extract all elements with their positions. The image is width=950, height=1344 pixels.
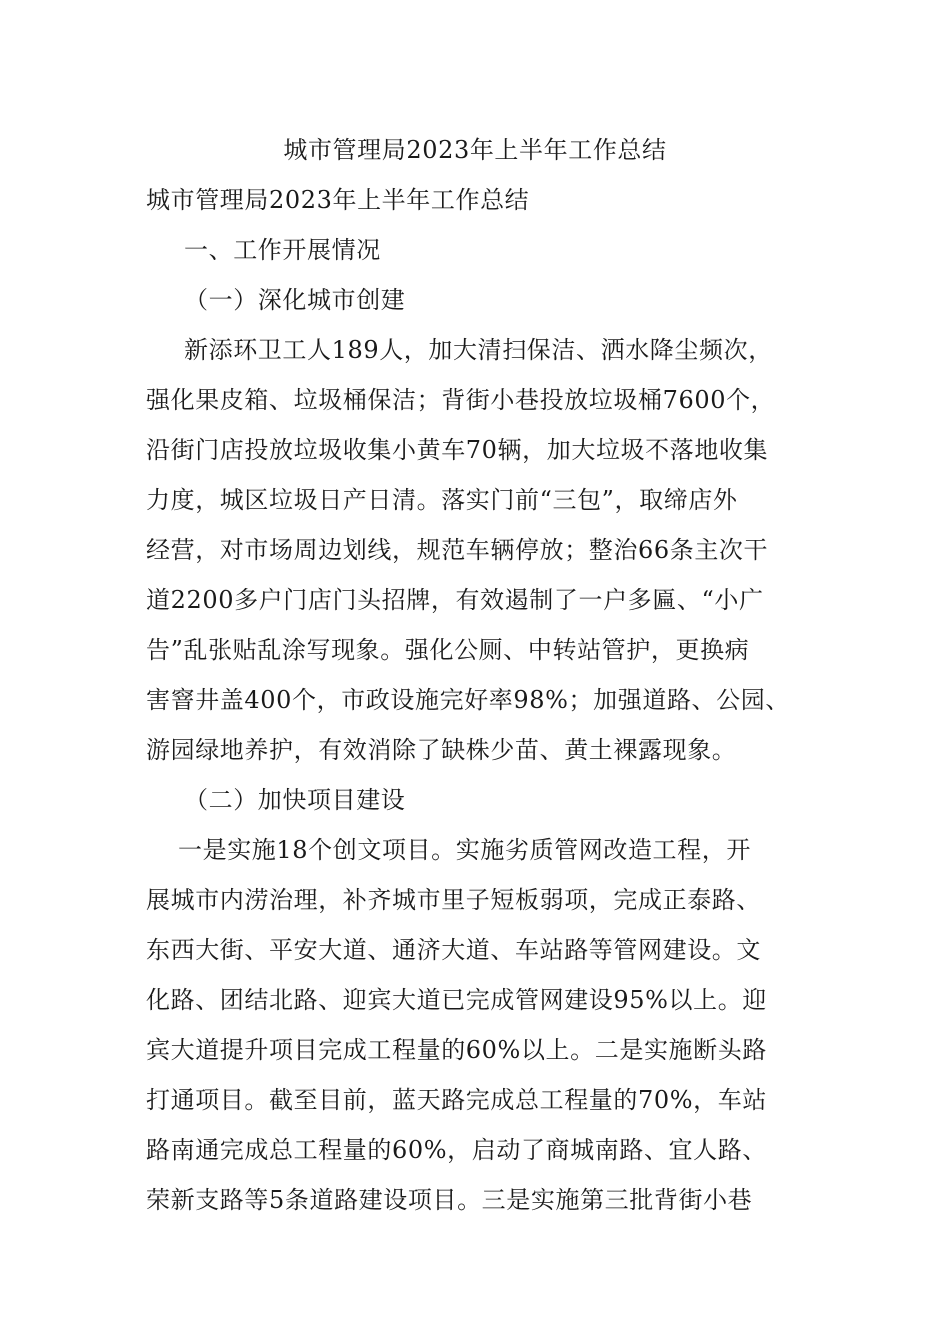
subsection-heading: （二）加快项目建设 bbox=[184, 786, 406, 814]
paragraph-line: 告”乱张贴乱涂写现象。强化公厕、中转站管护，更换病 bbox=[146, 636, 750, 664]
paragraph-line: 一是实施18个创文项目。实施劣质管网改造工程，开 bbox=[178, 836, 751, 864]
paragraph-line: 东西大街、平安大道、通济大道、车站路等管网建设。文 bbox=[146, 936, 761, 964]
paragraph-line: 打通项目。截至目前，蓝天路完成总工程量的70%，车站 bbox=[146, 1086, 767, 1114]
paragraph-line: 新添环卫工人189人，加大清扫保洁、洒水降尘频次， bbox=[184, 336, 773, 364]
paragraph-line: 经营，对市场周边划线，规范车辆停放；整治66条主次干 bbox=[146, 536, 769, 564]
paragraph-line: 荣新支路等5条道路建设项目。三是实施第三批背街小巷 bbox=[146, 1186, 753, 1214]
paragraph-line: 害窨井盖400个，市政设施完好率98%；加强道路、公园、 bbox=[146, 686, 790, 714]
section-heading: 一、工作开展情况 bbox=[184, 236, 381, 264]
paragraph-line: 宾大道提升项目完成工程量的60%以上。二是实施断头路 bbox=[146, 1036, 767, 1064]
subsection-heading: （一）深化城市创建 bbox=[184, 286, 406, 314]
paragraph-line: 路南通完成总工程量的60%，启动了商城南路、宜人路、 bbox=[146, 1136, 767, 1164]
paragraph-line: 沿街门店投放垃圾收集小黄车70辆，加大垃圾不落地收集 bbox=[146, 436, 769, 464]
paragraph-line: 化路、团结北路、迎宾大道已完成管网建设95%以上。迎 bbox=[146, 986, 767, 1014]
paragraph-line: 强化果皮箱、垃圾桶保洁；背街小巷投放垃圾桶7600个， bbox=[146, 386, 776, 414]
document-subtitle: 城市管理局2023年上半年工作总结 bbox=[146, 186, 530, 214]
paragraph-line: 游园绿地养护，有效消除了缺株少苗、黄土裸露现象。 bbox=[146, 736, 737, 764]
paragraph-line: 展城市内涝治理，补齐城市里子短板弱项，完成正泰路、 bbox=[146, 886, 761, 914]
paragraph-line: 道2200多户门店门头招牌，有效遏制了一户多匾、“小广 bbox=[146, 586, 764, 614]
document-title: 城市管理局2023年上半年工作总结 bbox=[283, 136, 667, 164]
paragraph-line: 力度，城区垃圾日产日清。落实门前“三包”，取缔店外 bbox=[146, 486, 738, 514]
